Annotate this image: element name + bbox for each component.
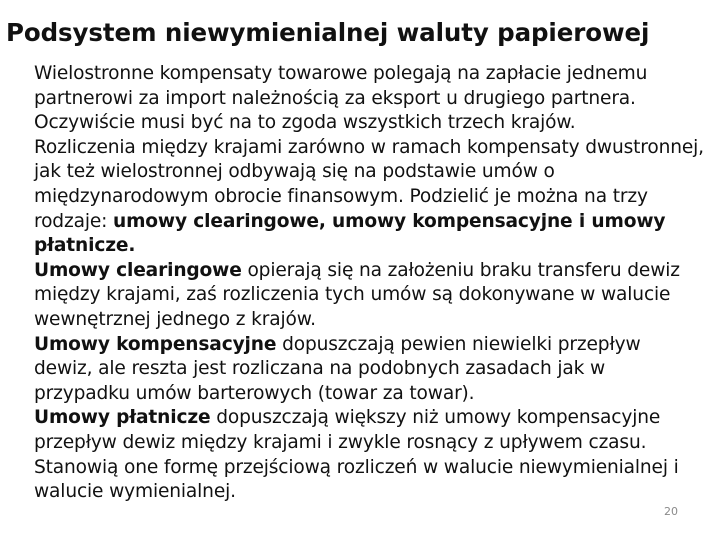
term-payment-agreements: Umowy płatnicze <box>34 407 211 429</box>
paragraph-text: dopuszczają większy niż umowy kompensacyjne przepływ dewiz między krajami i zwykle rosnący z upływem czasu. Stanowią one formę przejściową rozliczeń w walucie niewymienialnej i walucie wymienialnej. <box>34 407 679 503</box>
paragraph-text: Rozliczenia między krajami zarówno w ramach kompensaty dwustronnej, jak też wielostronnej odbywają się na podstawie umów o międzynarodowym obrocie finansowym. Podzielić je można na trzy rodzaje: <box>34 136 704 232</box>
paragraph-payment-agreements <box>34 406 704 504</box>
paragraph-settlement-types <box>34 136 704 259</box>
paragraph-clearing-agreements <box>34 259 704 333</box>
paragraph-text: opierają się na założeniu braku transferu dewiz między krajami, zaś rozliczenia tych umów są dokonywane w walucie wewnętrznej jednego z krajów. <box>34 259 680 330</box>
paragraph-text: dopuszczają pewien niewielki przepływ dewiz, ale reszta jest rozliczana na podobnych zasadach jak w przypadku umów barterowych (towar za towar). <box>34 333 641 404</box>
slide-title: Podsystem niewymienialnej waluty papierowej <box>6 18 650 47</box>
paragraph-multilateral-compensation: Wielostronne kompensaty towarowe polegają na zapłacie jednemu partnerowi za import należnością za eksport u drugiego partnera. Oczywiście musi być na to zgoda wszystkich trzech krajów. <box>34 63 648 134</box>
agreement-types-emphasis: umowy clearingowe, umowy kompensacyjne i umowy płatnicze. <box>34 210 666 257</box>
page-number: 20 <box>664 505 678 518</box>
slide-body <box>34 62 704 505</box>
term-clearing-agreements: Umowy clearingowe <box>34 259 242 281</box>
paragraph-compensation-agreements <box>34 333 704 407</box>
term-compensation-agreements: Umowy kompensacyjne <box>34 333 277 355</box>
